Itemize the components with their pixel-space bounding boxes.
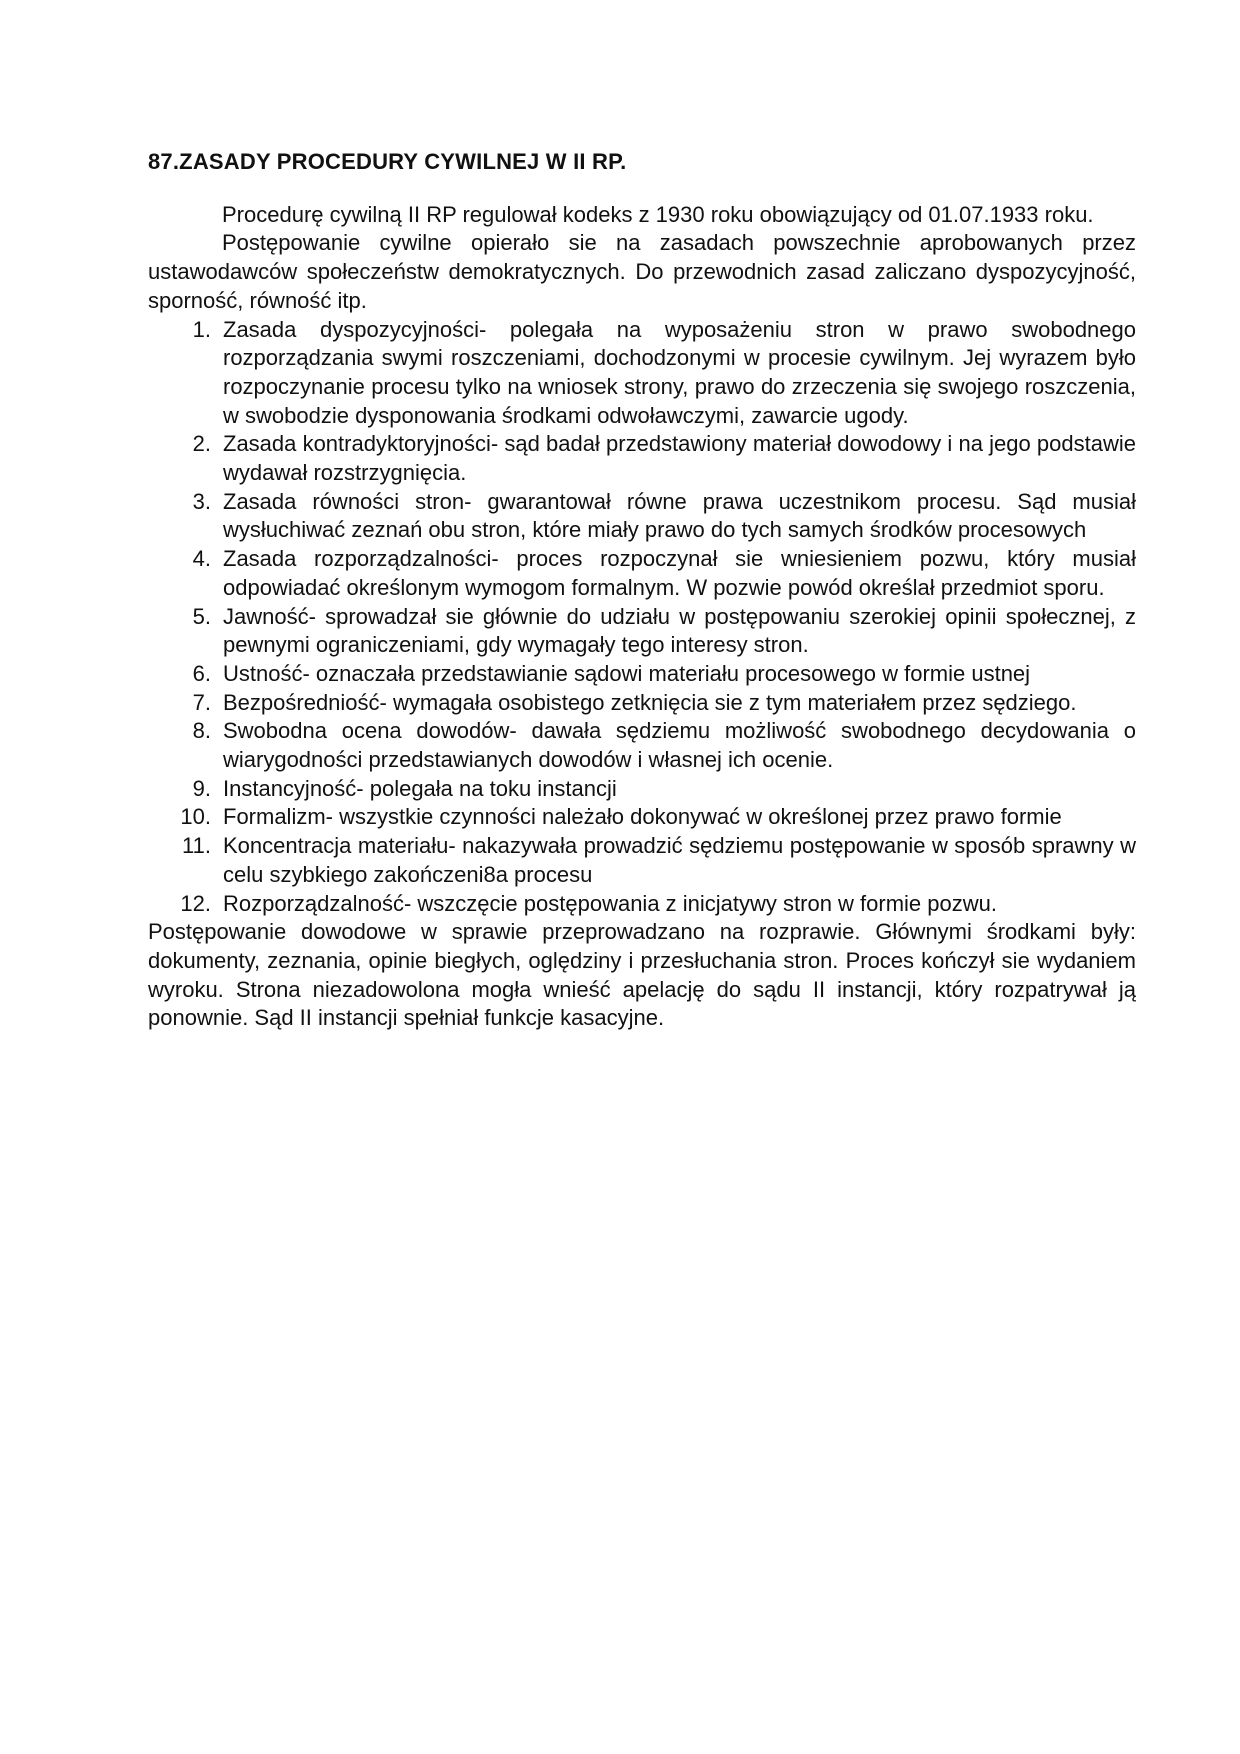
list-item-number: 4.: [192, 546, 211, 572]
list-item-number: 2.: [192, 431, 211, 457]
list-item-number: 6.: [192, 660, 211, 686]
document-page: [148, 148, 1136, 1033]
intro-paragraph-1: Procedurę cywilną II RP regulował kodeks z 1930 roku obowiązujący od 01.07.1933 roku.: [222, 201, 1094, 227]
list-item-number: 9.: [192, 775, 211, 801]
list-item-text: Zasada rozporządzalności- proces rozpoczynał sie wniesieniem pozwu, który musiał odpowiadać określonym wymogom formalnym. W pozwie powód określał przedmiot sporu.: [223, 546, 1136, 600]
list-item: [148, 545, 1136, 602]
list-item-number: 10.: [180, 804, 211, 830]
list-item: [148, 832, 1136, 889]
list-item: [148, 603, 1136, 660]
list-item: [148, 488, 1136, 545]
list-item: [148, 775, 1136, 804]
list-item: [148, 689, 1136, 718]
list-item: [148, 803, 1136, 832]
list-item-number: 11.: [182, 833, 211, 859]
list-item-text: Instancyjność- polegała na toku instancji: [223, 775, 617, 801]
list-item-text: Koncentracja materiału- nakazywała prowadzić sędziemu postępowanie w sposób sprawny w celu szybkiego zakończeni8a procesu: [223, 833, 1136, 887]
list-item-text: Swobodna ocena dowodów- dawała sędziemu możliwość swobodnego decydowania o wiarygodności przedstawianych dowodów i własnej ich ocenie.: [223, 718, 1136, 773]
list-item-text: Zasada dyspozycyjności- polegała na wyposażeniu stron w prawo swobodnego rozporządzania swymi roszczeniami, dochodzonymi w procesie cywilnym. Jej wyrazem było rozpoczynanie procesu tylko na wniosek strony, prawo do zrzeczenia się swojego roszczenia, w swobodzie dysponowania środkami odwoławczymi, zawarcie ugody.: [223, 316, 1136, 428]
list-item: [148, 717, 1136, 774]
list-item: [148, 430, 1136, 487]
list-item-number: 8.: [192, 718, 211, 744]
list-item-number: 5.: [192, 603, 211, 629]
intro-paragraph-2: Postępowanie cywilne opierało sie na zasadach powszechnie aprobowanych przez ustawodawców społeczeństw demokratycznych. Do przewodnich zasad zaliczano dyspozycyjność, sporność, równość itp.: [148, 230, 1136, 313]
document-title: 87.ZASADY PROCEDURY CYWILNEJ W II RP.: [148, 149, 627, 174]
list-item-number: 12.: [180, 890, 211, 916]
principles-list: [148, 316, 1136, 919]
closing-paragraph: Postępowanie dowodowe w sprawie przeprowadzano na rozprawie. Głównymi środkami były: dokumenty, zeznania, opinie biegłych, oględziny i przesłuchania stron. Proces kończył sie wydaniem wyroku. Strona niezadowolona mogła wnieść apelację do sądu II instancji, który rozpatrywał ją ponownie. Sąd II instancji spełniał funkcje kasacyjne.: [148, 919, 1136, 1031]
list-item-text: Formalizm- wszystkie czynności należało dokonywać w określonej przez prawo formie: [223, 804, 1062, 830]
list-item-text: Bezpośredniość- wymagała osobistego zetknięcia sie z tym materiałem przez sędziego.: [223, 689, 1077, 715]
list-item: [148, 890, 1136, 919]
list-item-text: Rozporządzalność- wszczęcie postępowania z inicjatywy stron w formie pozwu.: [223, 890, 997, 916]
list-item-text: Zasada równości stron- gwarantował równe prawa uczestnikom procesu. Sąd musiał wysłuchiwać zeznań obu stron, które miały prawo do tych samych środków procesowych: [223, 488, 1136, 543]
list-item-text: Jawność- sprowadzał sie głównie do udziału w postępowaniu szerokiej opinii społecznej, z pewnymi ograniczeniami, gdy wymagały tego interesy stron.: [223, 603, 1136, 658]
list-item: [148, 660, 1136, 689]
list-item-number: 3.: [192, 488, 211, 514]
list-item-number: 1.: [192, 316, 211, 342]
list-item-number: 7.: [192, 689, 211, 715]
list-item: [148, 316, 1136, 431]
list-item-text: Ustność- oznaczała przedstawianie sądowi materiału procesowego w formie ustnej: [223, 660, 1031, 686]
list-item-text: Zasada kontradyktoryjności- sąd badał przedstawiony materiał dowodowy i na jego podstawie wydawał rozstrzygnięcia.: [223, 431, 1136, 486]
